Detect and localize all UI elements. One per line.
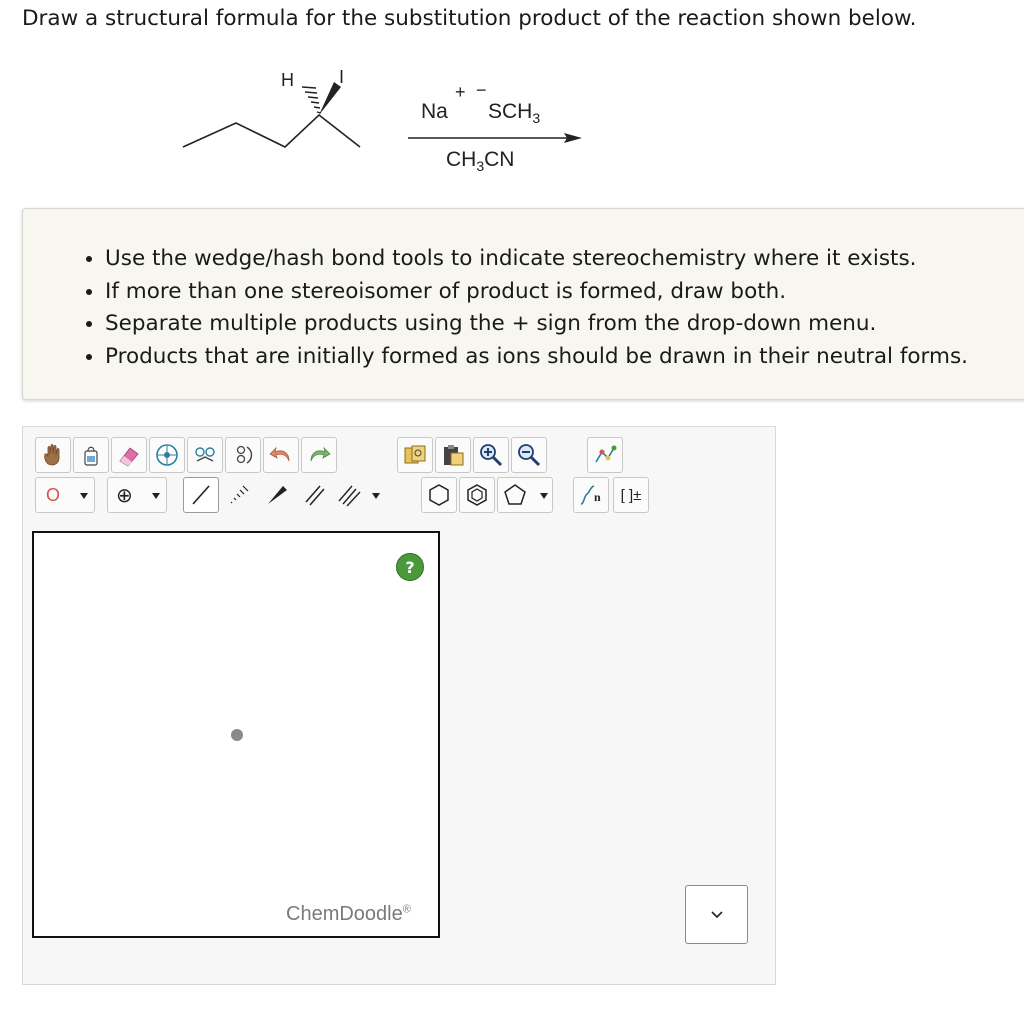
hash-bond-button[interactable] xyxy=(221,477,257,513)
cursor-indicator xyxy=(231,729,243,741)
template-icon xyxy=(592,442,618,468)
wedge-bond-button[interactable] xyxy=(259,477,295,513)
reagent-anion: $SCH_3$ xyxy=(488,100,541,126)
charge-dropdown[interactable] xyxy=(107,477,167,513)
double-bond-icon xyxy=(302,482,328,508)
cation-charge: + xyxy=(455,82,466,102)
copy-button[interactable] xyxy=(397,437,433,473)
chevron-down-icon xyxy=(80,493,88,499)
zoom-out-icon xyxy=(516,442,542,468)
zoom-in-button[interactable] xyxy=(473,437,509,473)
drawing-canvas[interactable] xyxy=(32,531,440,938)
double-bond-button[interactable] xyxy=(297,477,333,513)
redo-icon xyxy=(306,442,332,468)
clean-tool-button[interactable] xyxy=(187,437,223,473)
triple-bond-icon xyxy=(336,482,362,508)
sgroup-button[interactable] xyxy=(573,477,609,513)
paste-icon xyxy=(440,442,466,468)
reagent-cation: Na xyxy=(421,100,448,123)
chevron-down-icon xyxy=(372,493,380,499)
question-prompt: Draw a structural formula for the substitution product of the reaction shown below. xyxy=(22,6,917,31)
atom-i: I xyxy=(339,67,345,87)
single-bond-icon xyxy=(188,482,214,508)
zoom-out-button[interactable] xyxy=(511,437,547,473)
cyclohexane-button[interactable] xyxy=(421,477,457,513)
sgroup-label: n xyxy=(594,490,601,504)
hexagon-ring-icon xyxy=(426,482,452,508)
bracket-button[interactable] xyxy=(613,477,649,513)
eraser-tool-button[interactable] xyxy=(111,437,147,473)
triple-bond-dropdown[interactable] xyxy=(335,477,385,513)
flip-icon xyxy=(230,442,256,468)
anion-charge: − xyxy=(476,80,487,100)
wedge-bond xyxy=(319,82,341,115)
instruction-item: • Use the wedge/hash bond tools to indicate stereochemistry where it exists. xyxy=(105,243,1024,276)
benzene-button[interactable] xyxy=(459,477,495,513)
eraser-icon xyxy=(116,442,142,468)
redo-button[interactable] xyxy=(301,437,337,473)
hash-bond xyxy=(302,87,321,113)
center-icon xyxy=(154,442,180,468)
instructions-box xyxy=(22,208,1024,400)
atom-h: H xyxy=(281,70,294,90)
answer-dropdown[interactable] xyxy=(685,885,748,944)
chevron-down-icon xyxy=(540,493,548,499)
hand-tool-button[interactable] xyxy=(35,437,71,473)
pentagon-ring-icon xyxy=(502,482,528,508)
copy-icon xyxy=(402,442,428,468)
chevron-down-icon xyxy=(710,910,724,920)
charge-label: ⊕ xyxy=(116,483,133,507)
benzene-ring-icon xyxy=(464,482,490,508)
solvent: $CH_3CN$ xyxy=(446,148,515,174)
flip-tool-button[interactable] xyxy=(225,437,261,473)
chevron-down-icon xyxy=(152,493,160,499)
instruction-item: • If more than one stereoisomer of product is formed, draw both. xyxy=(105,276,1024,309)
wedge-bond-icon xyxy=(264,482,290,508)
template-button[interactable] xyxy=(587,437,623,473)
atom-type-dropdown[interactable] xyxy=(35,477,95,513)
bracket-label: [ ]± xyxy=(620,486,642,504)
chemdoodle-brand: ChemDoodle® xyxy=(286,903,411,925)
instruction-item: • Separate multiple products using the + sign from the drop-down menu. xyxy=(105,308,1024,341)
ring-dropdown[interactable] xyxy=(497,477,553,513)
lasso-tool-button[interactable] xyxy=(73,437,109,473)
paste-button[interactable] xyxy=(435,437,471,473)
atom-label: O xyxy=(46,484,61,505)
hash-bond-icon xyxy=(226,482,252,508)
carbon-chain xyxy=(183,115,360,147)
zoom-in-icon xyxy=(478,442,504,468)
lasso-icon xyxy=(78,442,104,468)
single-bond-button[interactable] xyxy=(183,477,219,513)
clean-icon xyxy=(192,442,218,468)
undo-icon xyxy=(268,442,294,468)
help-button[interactable]: ? xyxy=(396,553,424,581)
instruction-item: • Products that are initially formed as ions should be drawn in their neutral forms. xyxy=(105,341,1024,374)
hand-icon xyxy=(40,442,66,468)
undo-button[interactable] xyxy=(263,437,299,473)
center-tool-button[interactable] xyxy=(149,437,185,473)
reaction-scheme xyxy=(170,60,610,190)
